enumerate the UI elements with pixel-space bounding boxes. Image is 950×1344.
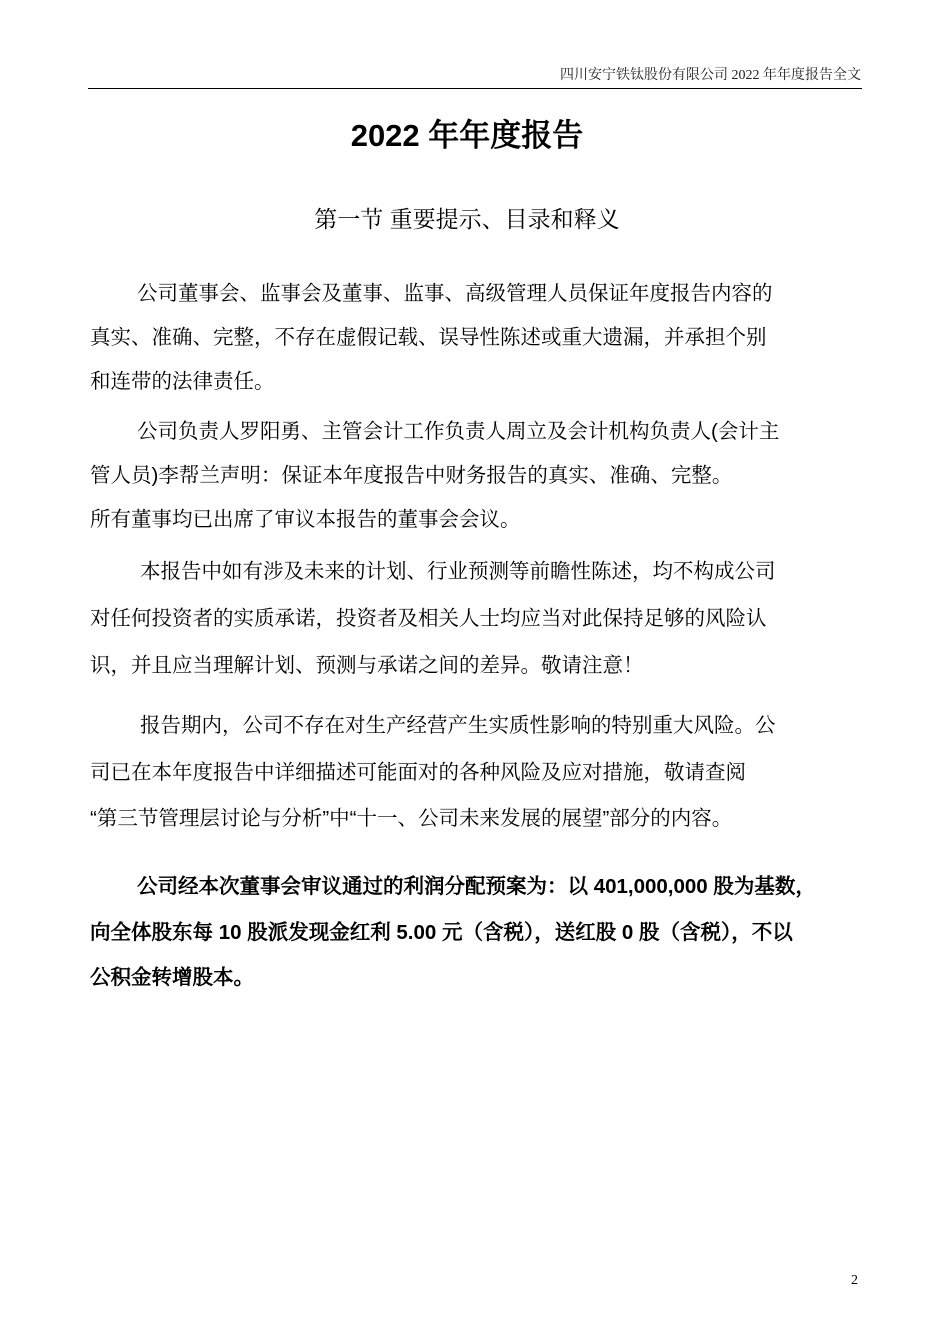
page-number: 2 [851,1273,858,1288]
text-line: 报告期内，公司不存在对生产经营产生实质性影响的特别重大风险。公 [140,714,776,737]
text-line: 识，并且应当理解计划、预测与承诺之间的差异。敬请注意！ [90,654,644,677]
running-header: 四川安宁铁钛股份有限公司 2022 年年度报告全文 [560,68,861,83]
text-line: 管人员)李帮兰声明：保证本年度报告中财务报告的真实、准确、完整。 [90,464,733,487]
paragraph-profit-distribution [90,864,870,1001]
text-line: 公司董事会、监事会及董事、监事、高级管理人员保证年度报告内容的 [137,282,773,305]
paragraph-risk [90,703,870,843]
text-line: 和连带的法律责任。 [90,370,275,393]
text-line: 所有董事均已出席了审议本报告的董事会会议。 [90,508,521,531]
paragraph-officer-declaration [90,410,870,542]
text-line: “第三节管理层讨论与分析”中“十一、公司未来发展的展望”部分的内容。 [90,807,733,830]
text-line: 向全体股东每 10 股派发现金红利 5.00 元（含税），送红股 0 股（含税），不以 [90,920,793,944]
text-line: 公积金转增股本。 [90,966,254,989]
document-title: 2022 年年度报告 [350,118,584,153]
paragraph-responsibility-statement [90,272,870,404]
paragraph-forward-looking [90,548,870,689]
text-line: 对任何投资者的实质承诺，投资者及相关人士均应当对此保持足够的风险认 [90,607,767,630]
text-line: 公司经本次董事会审议通过的利润分配预案为：以 401,000,000 股为基数， [137,875,816,898]
text-line: 本报告中如有涉及未来的计划、行业预测等前瞻性陈述，均不构成公司 [140,560,776,583]
text-line: 真实、准确、完整，不存在虚假记载、误导性陈述或重大遗漏，并承担个别 [90,326,767,349]
text-line: 司已在本年度报告中详细描述可能面对的各种风险及应对措施，敬请查阅 [90,760,746,784]
header-rule [88,88,862,89]
text-line: 公司负责人罗阳勇、主管会计工作负责人周立及会计机构负责人(会计主 [137,420,780,443]
section-heading: 第一节 重要提示、目录和释义 [314,206,620,232]
